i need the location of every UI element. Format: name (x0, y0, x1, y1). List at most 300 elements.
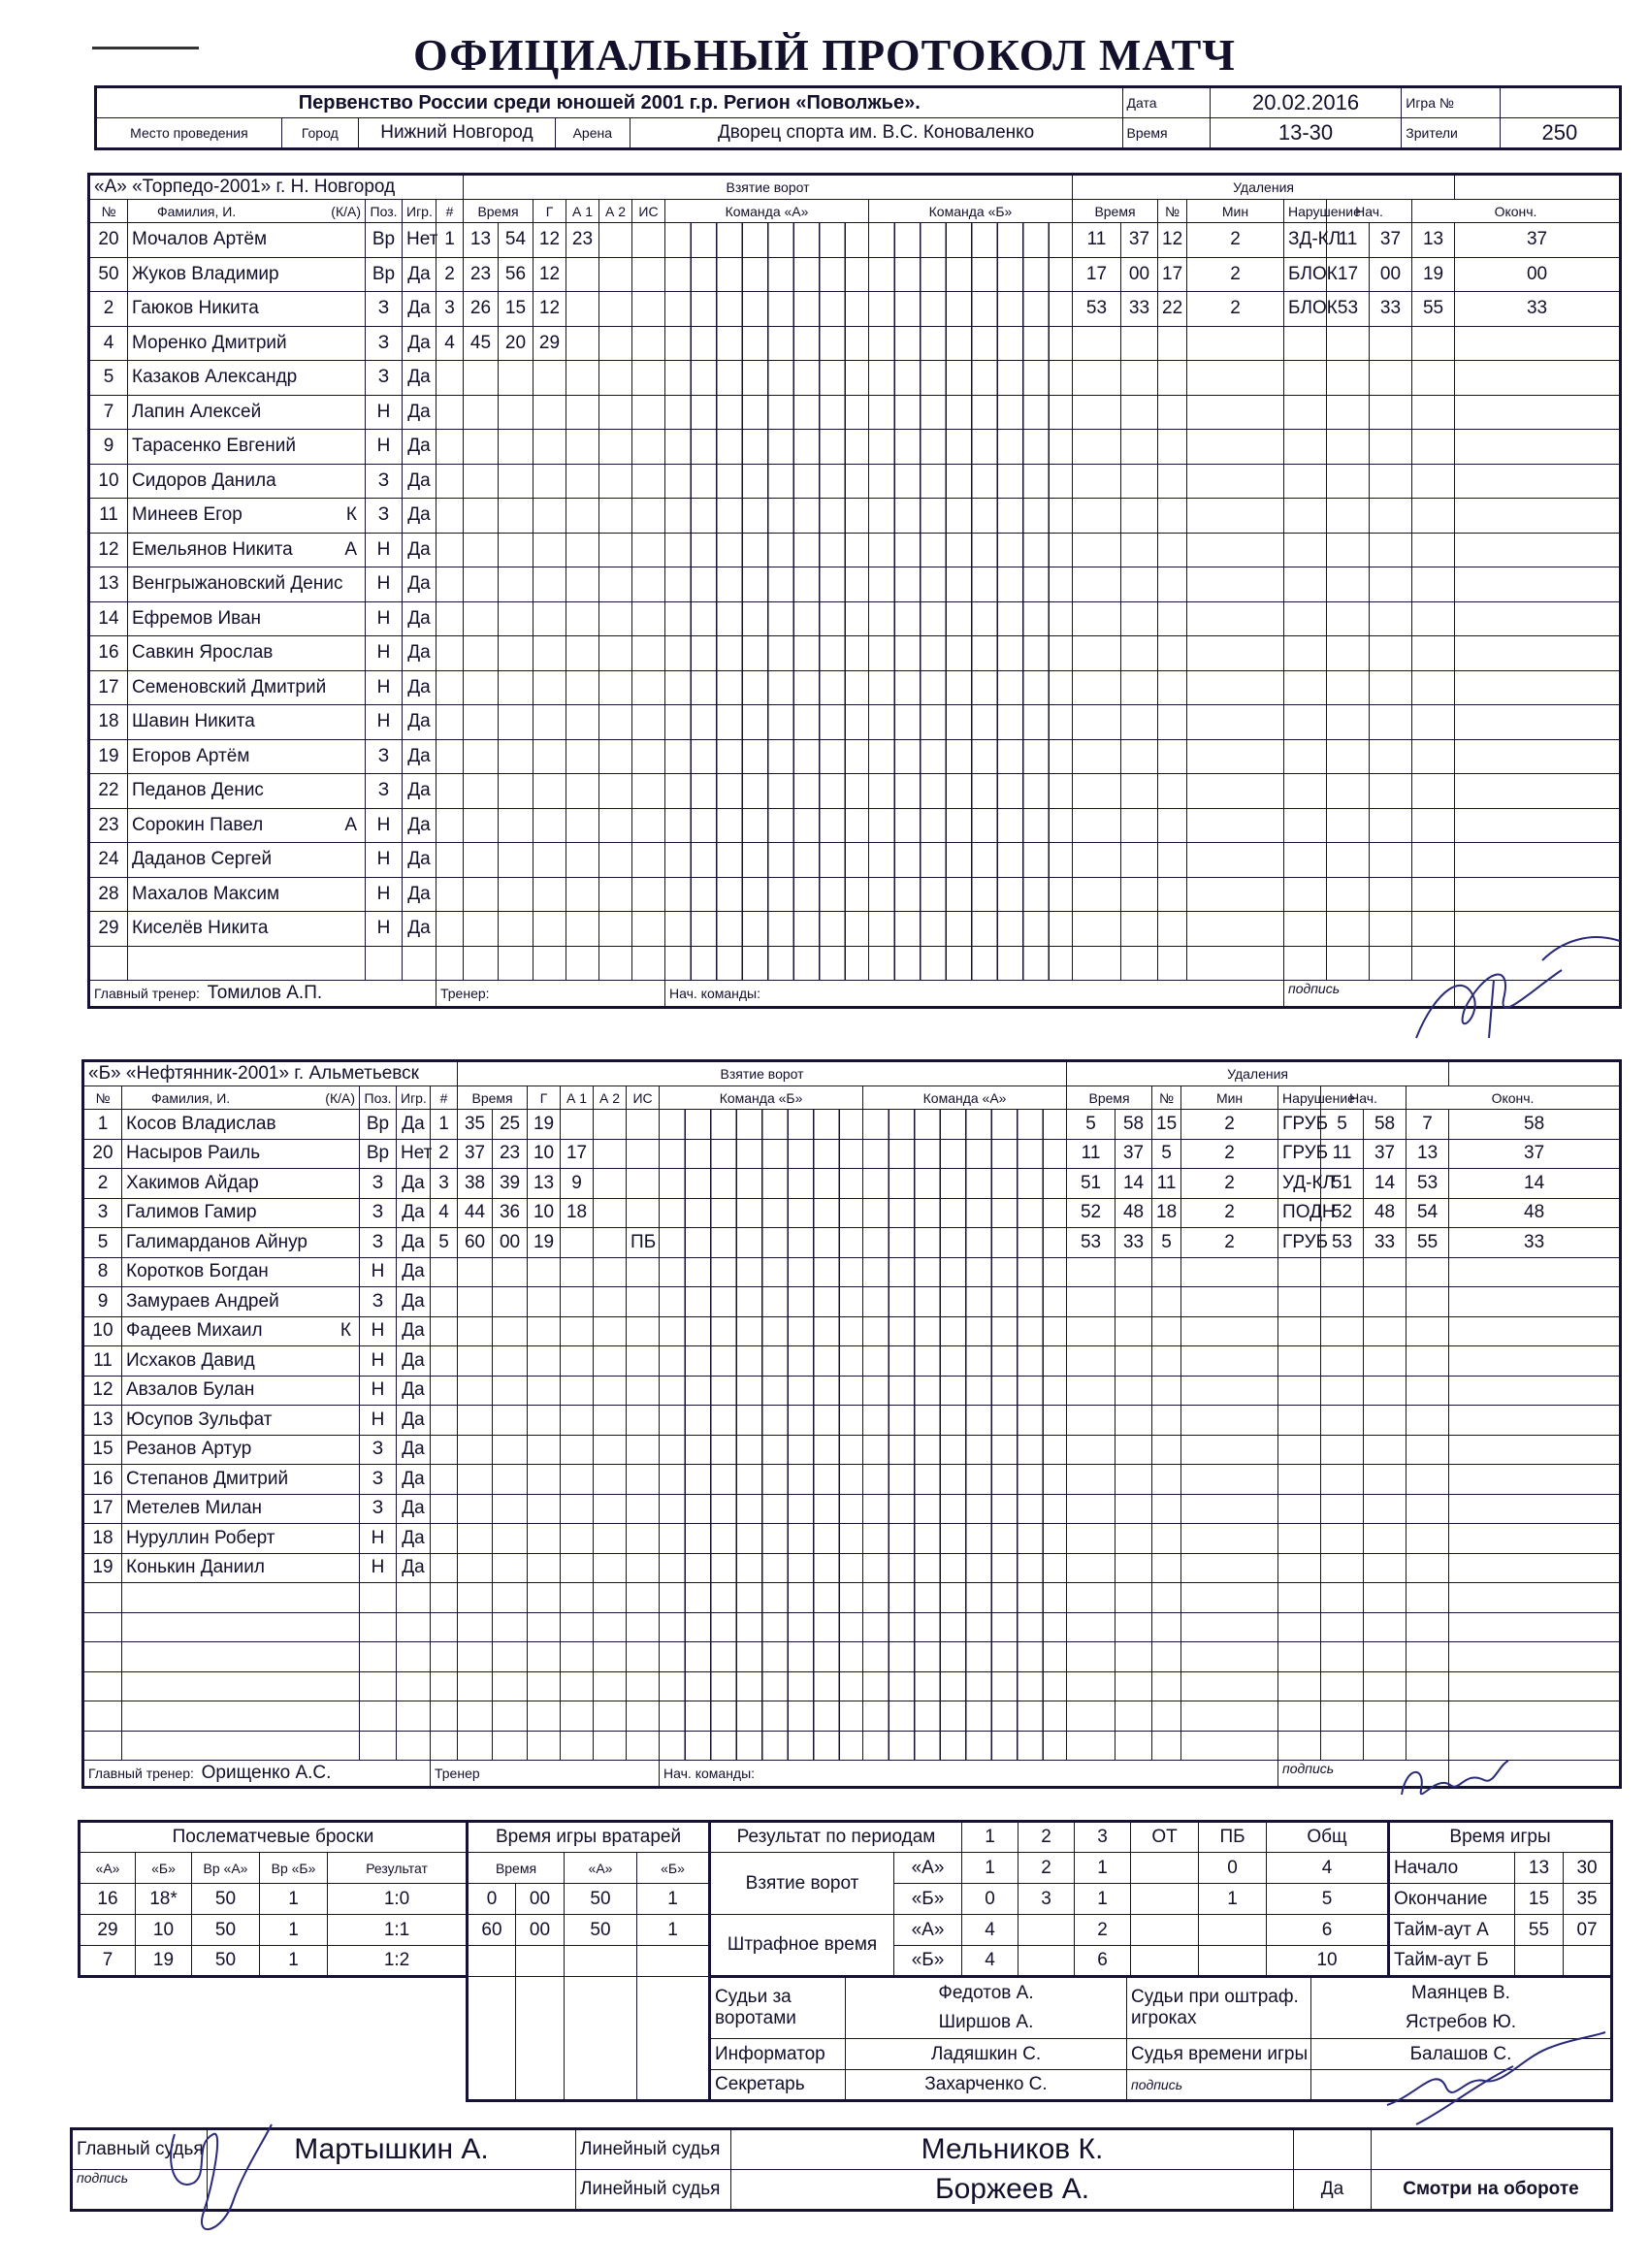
pen-cell (1284, 361, 1327, 396)
pen-cell (1067, 1583, 1116, 1613)
pen-cell (1158, 533, 1187, 567)
pen-col: Оконч. (1412, 200, 1621, 223)
pen-cell (1187, 567, 1284, 602)
pen-cell (1406, 1494, 1449, 1524)
goal-cell (534, 361, 566, 396)
goal-cell (528, 1346, 561, 1377)
pen-minute: 51 (1067, 1169, 1116, 1199)
pen-begin-sec: 33 (1370, 292, 1412, 327)
goal-cell (436, 430, 464, 465)
player-role: К (345, 504, 357, 526)
pen-cell (1455, 601, 1621, 636)
pen-cell (1370, 567, 1412, 602)
pen-cell (1406, 1287, 1449, 1317)
player-name: Махалов Максим (132, 883, 280, 904)
goal-cell (431, 1257, 458, 1287)
goal-cell (599, 877, 632, 912)
pen-cell (1455, 705, 1621, 740)
goal-cell (599, 912, 632, 947)
arena-value: Дворец спорта им. В.С. Коноваленко (630, 118, 1122, 149)
goal-cell (627, 1346, 660, 1377)
player-name: Исхаков Давид (126, 1349, 255, 1371)
goal-assist2 (594, 1110, 627, 1140)
pen-cell (1278, 1612, 1321, 1642)
goal-grid-a (665, 361, 869, 396)
team-a-section (87, 173, 1622, 1009)
player-number: 2 (83, 1169, 122, 1199)
goal-cell (436, 464, 464, 499)
player-position: З (360, 1465, 397, 1495)
time-label: Время (1122, 118, 1210, 149)
player-position: З (366, 774, 403, 809)
goal-cell (436, 361, 464, 396)
pen-cell (1187, 601, 1284, 636)
periods-title: Результат по периодам (710, 1822, 962, 1853)
goal-number: 4 (431, 1198, 458, 1228)
goal-cell (499, 912, 534, 947)
pen-player: 12 (1158, 223, 1187, 258)
goal-grid-b (869, 533, 1073, 567)
player-played: Да (397, 1169, 431, 1199)
goal-scorer: 19 (528, 1110, 561, 1140)
goal-grid-a (660, 1139, 863, 1169)
player-played: Нет (403, 223, 436, 258)
shootout-table (78, 1820, 469, 1978)
pen-cell (1327, 946, 1370, 981)
pen-cell (1152, 1524, 1181, 1554)
player-number: 4 (89, 326, 128, 361)
pen-cell (1121, 808, 1158, 843)
shootout-value: 19 (136, 1946, 192, 1977)
pen-cell (1406, 1583, 1449, 1613)
goal-grid-b (863, 1701, 1067, 1732)
goal-second: 15 (499, 292, 534, 327)
goal-cell (627, 1376, 660, 1406)
pen-cell (1278, 1346, 1321, 1377)
spectators-value: 250 (1500, 118, 1620, 149)
goal-cell (534, 843, 566, 878)
goal-cell (632, 499, 665, 534)
player-position (360, 1642, 397, 1672)
player-number (83, 1583, 122, 1613)
period-value: 4 (1267, 1853, 1389, 1884)
goal-cell (493, 1612, 528, 1642)
pen-cell (1370, 739, 1412, 774)
player-played: Да (403, 567, 436, 602)
goal-scorer: 13 (528, 1169, 561, 1199)
pen-end-sec: 37 (1449, 1139, 1621, 1169)
goal-cell (436, 567, 464, 602)
goal-cell (436, 877, 464, 912)
goal-cell (566, 877, 599, 912)
pen-cell (1455, 808, 1621, 843)
pen-cell (1370, 808, 1412, 843)
pen-cell (1152, 1435, 1181, 1465)
player-number: 13 (89, 567, 128, 602)
pen-cell (1073, 567, 1121, 602)
goal-grid-b (869, 223, 1073, 258)
pen-cell (1321, 1257, 1364, 1287)
goal-cell (561, 1731, 594, 1761)
goal-assist2 (594, 1139, 627, 1169)
pen-cell (1181, 1701, 1278, 1732)
pen-cell (1181, 1494, 1278, 1524)
goal-grid-a (665, 912, 869, 947)
pen-cell (1284, 670, 1327, 705)
pen-cell (1073, 326, 1121, 361)
goal-cell (436, 912, 464, 947)
player-row (83, 1524, 1621, 1554)
goal-cell (566, 843, 599, 878)
coach-label: Главный тренер: (94, 986, 200, 1001)
pen-cell (1364, 1465, 1406, 1495)
pen-foul: ПОДН (1278, 1198, 1321, 1228)
venue-label: Место проведения (96, 118, 282, 149)
goal-grid-a (660, 1701, 863, 1732)
goal-situation (632, 223, 665, 258)
goalie-second: 00 (516, 1915, 565, 1946)
goal-cell (431, 1346, 458, 1377)
goals-a-label: «А» (894, 1853, 962, 1884)
player-position: Н (366, 533, 403, 567)
goal-cell (534, 705, 566, 740)
teamA-title: «А» «Торпедо-2001» г. Н. Новгород (89, 175, 464, 200)
pen-cell (1321, 1701, 1364, 1732)
player-position: Н (366, 808, 403, 843)
pen-col: № (1158, 200, 1187, 223)
pen-cell (1321, 1406, 1364, 1436)
pen-cell (1121, 395, 1158, 430)
goal-cell (566, 808, 599, 843)
pen-cell (1067, 1346, 1116, 1377)
goalie-row (468, 1884, 710, 1915)
goal-number: 2 (436, 257, 464, 292)
player-position: Вр (366, 257, 403, 292)
goalie-b: 1 (637, 1884, 710, 1915)
pen-cell (1412, 499, 1455, 534)
goal-assist1: 9 (561, 1169, 594, 1199)
pen-cell (1116, 1731, 1152, 1761)
player-number: 17 (89, 670, 128, 705)
pen-player: 15 (1152, 1110, 1181, 1140)
player-name: Савкин Ярослав (132, 642, 274, 664)
goal-minute: 60 (458, 1228, 493, 1258)
player-played: Нет (397, 1139, 431, 1169)
pen-cell (1278, 1553, 1321, 1583)
game-time-minute: 13 (1515, 1853, 1564, 1884)
pen-cell (1455, 567, 1621, 602)
pen-cell (1284, 567, 1327, 602)
goal-cell (436, 843, 464, 878)
goal-cell (431, 1465, 458, 1495)
goal-cell (458, 1524, 493, 1554)
teamB-goals-title: Взятие ворот (458, 1061, 1067, 1086)
team-sign-label: подпись (1278, 1761, 1449, 1788)
pen-begin-min: 11 (1321, 1139, 1364, 1169)
player-played: Да (403, 395, 436, 430)
player-name: Нуруллин Роберт (126, 1527, 275, 1548)
period-col: 1 (962, 1822, 1018, 1853)
penalty-judge-1: Маянцев В. (1411, 1983, 1510, 2003)
goalie-col: «А» (565, 1853, 637, 1884)
pen-cell (1181, 1376, 1278, 1406)
player-position: Н (366, 843, 403, 878)
player-played: Да (397, 1494, 431, 1524)
goal-cell (561, 1612, 594, 1642)
pen-cell (1364, 1376, 1406, 1406)
pen-cell (1187, 636, 1284, 671)
goal-cell (528, 1376, 561, 1406)
pen-cell (1152, 1553, 1181, 1583)
goal-assist2 (594, 1198, 627, 1228)
pen-second: 14 (1116, 1169, 1152, 1199)
goal-cell (632, 705, 665, 740)
goalie-time-table (466, 1820, 711, 2102)
goal-number: 5 (431, 1228, 458, 1258)
goal-cell (594, 1524, 627, 1554)
player-row (89, 223, 1621, 258)
period-value (1199, 1915, 1267, 1946)
pen-cell (1364, 1701, 1406, 1732)
pen-end-sec: 48 (1449, 1198, 1621, 1228)
pen-cell (1278, 1524, 1321, 1554)
goal-cell (599, 636, 632, 671)
player-role: А (344, 538, 357, 560)
pen-cell (1449, 1346, 1621, 1377)
shootout-value: 1 (260, 1884, 328, 1915)
shootout-value: 1:0 (328, 1884, 468, 1915)
goal-cell (464, 361, 499, 396)
goal-number: 4 (436, 326, 464, 361)
pen-col: Нач. (1321, 1086, 1406, 1110)
player-row (83, 1198, 1621, 1228)
goal-cell (499, 877, 534, 912)
competition-name: Первенство России среди юношей 2001 г.р. Регион «Поволжье». (96, 87, 1123, 118)
player-row (89, 843, 1621, 878)
goal-grid-b (869, 257, 1073, 292)
player-position: Н (360, 1553, 397, 1583)
player-row (83, 1376, 1621, 1406)
goal-cell (561, 1465, 594, 1495)
pen-cell (1187, 670, 1284, 705)
goal-scorer: 12 (534, 223, 566, 258)
goal-cell (534, 774, 566, 809)
team-b-section (81, 1059, 1622, 1789)
goal-grid-a (660, 1110, 863, 1140)
goal-cell (632, 808, 665, 843)
pen-cell (1158, 946, 1187, 981)
goal-cell (594, 1316, 627, 1346)
pen-cell (1406, 1465, 1449, 1495)
pen-begin-sec: 48 (1364, 1198, 1406, 1228)
pen-cell (1121, 877, 1158, 912)
pen-cell (1067, 1642, 1116, 1672)
arena-label: Арена (555, 118, 630, 149)
goal-scorer: 19 (528, 1228, 561, 1258)
pen-cell (1284, 843, 1327, 878)
goal-cell (493, 1701, 528, 1732)
goal-cell (627, 1494, 660, 1524)
pen-cell (1073, 499, 1121, 534)
goal-col: # (431, 1086, 458, 1110)
goal-cell (534, 946, 566, 981)
pen-cell (1067, 1553, 1116, 1583)
goal-cell (458, 1642, 493, 1672)
goal-second: 25 (493, 1110, 528, 1140)
period-value: 4 (962, 1946, 1018, 1977)
pen-end-sec: 00 (1455, 257, 1621, 292)
goal-assist2 (594, 1169, 627, 1199)
player-played (397, 1701, 431, 1732)
goal-grid-a (665, 326, 869, 361)
pen-begin-sec: 58 (1364, 1110, 1406, 1140)
player-position: Н (360, 1316, 397, 1346)
coach-name: Томилов А.П. (207, 983, 323, 1003)
pen-cell (1278, 1435, 1321, 1465)
player-number: 15 (83, 1435, 122, 1465)
goal-grid-b (869, 361, 1073, 396)
pen-cell (1073, 395, 1121, 430)
player-number: 24 (89, 843, 128, 878)
goal-second: 23 (493, 1139, 528, 1169)
goal-cell (594, 1287, 627, 1317)
player-name: Егоров Артём (132, 745, 250, 766)
goalie-minute: 60 (468, 1915, 516, 1946)
pen-cell (1406, 1671, 1449, 1701)
goal-grid-a (660, 1346, 863, 1377)
period-value: 0 (962, 1884, 1018, 1915)
game-time-second (1564, 1946, 1612, 1977)
goal-cell (627, 1612, 660, 1642)
goal-grid-b (863, 1376, 1067, 1406)
pen-minute: 17 (1073, 257, 1121, 292)
player-name: Лапин Алексей (132, 401, 262, 422)
goal-assist1 (561, 1228, 594, 1258)
goal-grid-a (660, 1316, 863, 1346)
pen-end-sec: 14 (1449, 1169, 1621, 1199)
player-row (83, 1257, 1621, 1287)
main-ref-label: Главный судья (72, 2129, 208, 2170)
goal-grid-b (863, 1731, 1067, 1761)
pen-cell (1158, 912, 1187, 947)
goal-grid-b (863, 1524, 1067, 1554)
pen-cell (1158, 705, 1187, 740)
col-ka: (К/А) (331, 203, 361, 219)
pen-cell (1412, 361, 1455, 396)
player-name: Шавин Никита (132, 711, 255, 732)
goal-cell (499, 464, 534, 499)
signature-officials (1377, 2027, 1610, 2134)
player-played: Да (397, 1553, 431, 1583)
pen-cell (1116, 1524, 1152, 1554)
pen-cell (1406, 1316, 1449, 1346)
goal-team1: Команда «А» (665, 200, 869, 223)
goal-scorer: 29 (534, 326, 566, 361)
pen-minutes: 2 (1181, 1228, 1278, 1258)
player-row (89, 601, 1621, 636)
goal-cell (632, 430, 665, 465)
player-name: Галимов Гамир (126, 1202, 257, 1223)
pen-cell (1067, 1494, 1116, 1524)
pen-cell (1284, 877, 1327, 912)
player-row (83, 1583, 1621, 1613)
pen-cell (1370, 499, 1412, 534)
player-number: 16 (89, 636, 128, 671)
shootout-title: Послематчевые броски (80, 1822, 468, 1853)
pen-cell (1412, 739, 1455, 774)
pen-cell (1158, 464, 1187, 499)
player-position: З (366, 464, 403, 499)
pen-player: 11 (1152, 1169, 1181, 1199)
goal-col: А 2 (594, 1086, 627, 1110)
pen-minutes: 2 (1181, 1169, 1278, 1199)
goal-minute: 35 (458, 1110, 493, 1140)
pen-cell (1284, 912, 1327, 947)
goal-cell (431, 1642, 458, 1672)
goal-minute: 38 (458, 1169, 493, 1199)
pen-cell (1406, 1435, 1449, 1465)
goal-cell (627, 1583, 660, 1613)
pen-cell (1321, 1583, 1364, 1613)
goal-situation (632, 326, 665, 361)
informer-name: Ладяшкин С. (846, 2039, 1127, 2070)
pen-cell (1152, 1731, 1181, 1761)
pen-cell (1116, 1701, 1152, 1732)
goal-cell (561, 1346, 594, 1377)
goal-number: 2 (431, 1139, 458, 1169)
game-time-row (1389, 1915, 1612, 1946)
goal-cell (534, 912, 566, 947)
pen-col: Оконч. (1406, 1086, 1621, 1110)
pen-cell (1067, 1435, 1116, 1465)
player-played: Да (403, 601, 436, 636)
pen-end-sec: 58 (1449, 1110, 1621, 1140)
pen-cell (1412, 808, 1455, 843)
pen-cell (1327, 843, 1370, 878)
pen-cell (1121, 670, 1158, 705)
goalie-a: 50 (565, 1884, 637, 1915)
pen-cell (1364, 1642, 1406, 1672)
pen-cell (1449, 1435, 1621, 1465)
game-time-minute (1515, 1946, 1564, 1977)
pen-end-min: 54 (1406, 1198, 1449, 1228)
pen-begin-min: 53 (1327, 292, 1370, 327)
shootout-col: Вр «А» (192, 1853, 260, 1884)
goal-scorer: 12 (534, 292, 566, 327)
shootout-value: 1 (260, 1915, 328, 1946)
pen-cell (1067, 1524, 1116, 1554)
goal-cell (627, 1316, 660, 1346)
goal-cell (632, 912, 665, 947)
pen-cell (1187, 533, 1284, 567)
game-time-label: Окончание (1389, 1884, 1515, 1915)
goal-cell (464, 601, 499, 636)
player-row (89, 912, 1621, 947)
player-played (397, 1671, 431, 1701)
pen-second: 48 (1116, 1198, 1152, 1228)
goal-cell (436, 808, 464, 843)
goal-cell (561, 1257, 594, 1287)
goal-assist2 (599, 326, 632, 361)
goal-col: Г (534, 200, 566, 223)
pen-player: 5 (1152, 1228, 1181, 1258)
shootout-value: 1:2 (328, 1946, 468, 1977)
pen-cell (1412, 567, 1455, 602)
goal-cell (566, 912, 599, 947)
pen-cell (1321, 1376, 1364, 1406)
pen-cell (1121, 430, 1158, 465)
period-value: 6 (1267, 1915, 1389, 1946)
